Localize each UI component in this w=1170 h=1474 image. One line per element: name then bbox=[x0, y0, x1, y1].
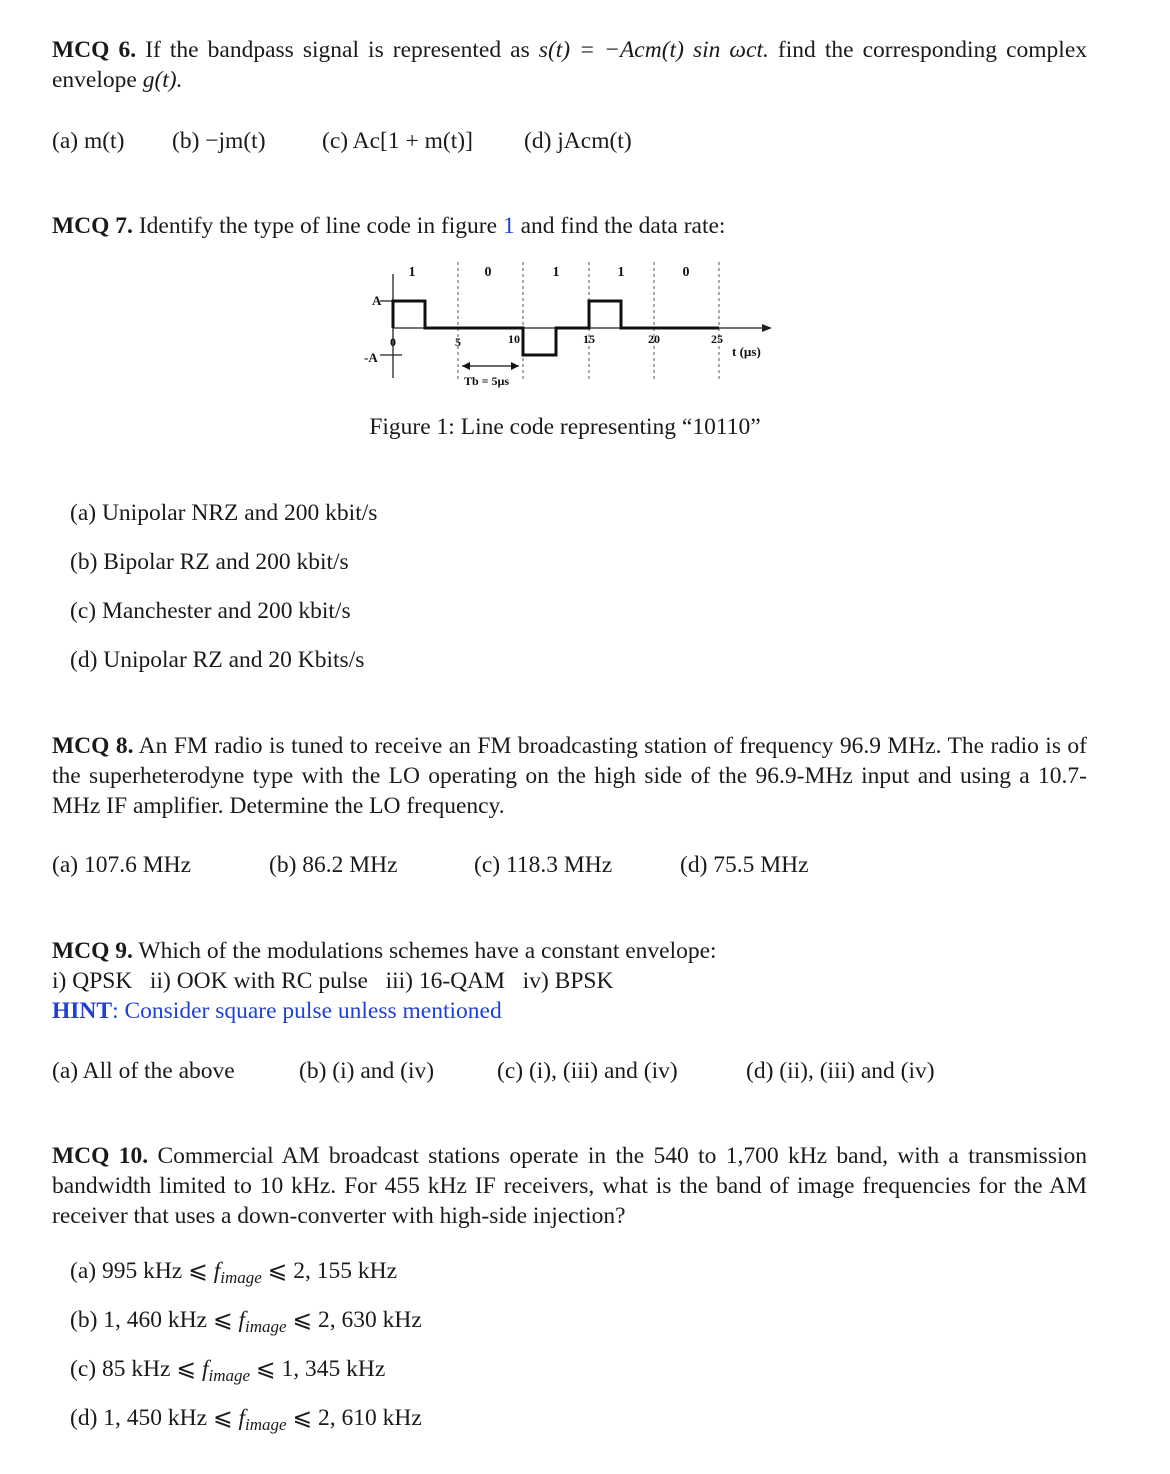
option-upper-bound: 1, 345 kHz bbox=[281, 1356, 386, 1382]
bit-label: 1 bbox=[552, 265, 560, 280]
leq-symbol: ⩽ bbox=[292, 1307, 313, 1333]
bit-label: 0 bbox=[682, 265, 690, 280]
option-lower-bound: (d) 1, 450 kHz bbox=[70, 1405, 208, 1431]
time-axis-label: t (µs) bbox=[732, 344, 761, 359]
amplitude-negative-label: -A bbox=[364, 350, 378, 365]
amplitude-positive-label: A bbox=[372, 293, 382, 308]
hint-text: : Consider square pulse unless mentioned bbox=[112, 998, 502, 1024]
q9-option-a[interactable]: (a) All of the above bbox=[52, 1058, 235, 1084]
time-tick-label: 15 bbox=[583, 332, 595, 346]
bit-label: 1 bbox=[617, 265, 625, 280]
question-10-text: Commercial AM broadcast stations operate in the 540 to 1,700 kHz band, with a transmission bandwidth limited to 10 kHz. For 455 kHz IF receivers, what is the band of image frequencies for the AM receiver that uses a down-converter with high-side injection? bbox=[52, 1143, 1087, 1229]
q6-option-b[interactable]: (b) −jm(t) bbox=[172, 128, 266, 154]
q6-option-c[interactable]: (c) Ac[1 + m(t)] bbox=[322, 128, 473, 154]
q9-option-d[interactable]: (d) (ii), (iii) and (iv) bbox=[746, 1058, 935, 1084]
q6-option-a[interactable]: (a) m(t) bbox=[52, 128, 125, 154]
leq-symbol: ⩽ bbox=[292, 1405, 313, 1431]
question-8-options bbox=[52, 850, 852, 880]
leq-symbol: ⩽ bbox=[212, 1307, 233, 1333]
question-10 bbox=[52, 1141, 1087, 1231]
q9-option-b[interactable]: (b) (i) and (iv) bbox=[299, 1058, 435, 1084]
q8-option-c[interactable]: (c) 118.3 MHz bbox=[474, 852, 613, 878]
question-9-number: MCQ 9. bbox=[52, 938, 133, 964]
figure-reference-link[interactable]: 1 bbox=[502, 213, 515, 239]
q7-option-c[interactable]: (c) Manchester and 200 kbit/s bbox=[70, 598, 351, 624]
bit-label: 0 bbox=[484, 265, 492, 280]
option-upper-bound: 2, 610 kHz bbox=[318, 1405, 422, 1431]
q10-option-b[interactable] bbox=[70, 1305, 422, 1337]
option-upper-bound: 2, 155 kHz bbox=[293, 1258, 397, 1284]
q7-option-b[interactable]: (b) Bipolar RZ and 200 kbit/s bbox=[70, 549, 349, 575]
question-10-options bbox=[70, 1256, 670, 1441]
bit-period-label: Tb = 5µs bbox=[464, 374, 510, 388]
f-symbol: f bbox=[201, 1356, 209, 1382]
question-8-number: MCQ 8. bbox=[52, 733, 134, 759]
question-9 bbox=[52, 936, 1087, 1026]
question-9-options bbox=[52, 1056, 1052, 1086]
option-lower-bound: (b) 1, 460 kHz bbox=[70, 1307, 208, 1333]
q10-option-d[interactable] bbox=[70, 1403, 422, 1435]
q7-option-d[interactable]: (d) Unipolar RZ and 20 Kbits/s bbox=[70, 647, 365, 673]
time-tick-label: 25 bbox=[711, 332, 723, 346]
time-axis-arrow-icon bbox=[762, 324, 772, 332]
bit-period-arrow-right-icon bbox=[511, 362, 519, 370]
q10-option-a[interactable] bbox=[70, 1256, 397, 1288]
question-6-formula: s(t) = −Acm(t) sin ωct. bbox=[538, 37, 769, 63]
q7-option-a[interactable]: (a) Unipolar NRZ and 200 kbit/s bbox=[70, 500, 378, 526]
q8-option-d[interactable]: (d) 75.5 MHz bbox=[680, 852, 809, 878]
q6-option-d[interactable]: (d) jAcm(t) bbox=[524, 128, 632, 154]
option-upper-bound: 2, 630 kHz bbox=[318, 1307, 422, 1333]
q8-option-a[interactable]: (a) 107.6 MHz bbox=[52, 852, 192, 878]
question-8-text: An FM radio is tuned to receive an FM broadcasting station of frequency 96.9 MHz. The radio is of the superheterodyne type with the LO operating on the high side of the 96.9-MHz input and using a 10.7-MHz IF amplifier. Determine the LO frequency. bbox=[52, 733, 1087, 819]
f-subscript: image bbox=[208, 1366, 251, 1385]
bit-label: 1 bbox=[408, 265, 416, 280]
f-subscript: image bbox=[245, 1415, 287, 1434]
question-9-hint bbox=[52, 996, 1087, 1026]
bit-period-arrow-left-icon bbox=[462, 362, 470, 370]
question-7-number: MCQ 7. bbox=[52, 213, 133, 239]
f-subscript: image bbox=[245, 1317, 287, 1336]
f-symbol: f bbox=[213, 1258, 221, 1284]
question-10-number: MCQ 10. bbox=[52, 1143, 149, 1169]
time-tick-label: 0 bbox=[390, 335, 396, 349]
question-7-options bbox=[70, 498, 570, 678]
hint-label: HINT bbox=[52, 998, 113, 1024]
leq-symbol: ⩽ bbox=[267, 1258, 288, 1284]
f-subscript: image bbox=[220, 1268, 262, 1287]
question-9-list: i) QPSK ii) OOK with RC pulse iii) 16-QAM iv) BPSK bbox=[52, 968, 614, 994]
leq-symbol: ⩽ bbox=[176, 1356, 197, 1382]
option-lower-bound: (c) 85 kHz bbox=[70, 1356, 171, 1382]
question-7-text-a: Identify the type of line code in figure bbox=[138, 213, 498, 239]
question-9-text: Which of the modulations schemes have a constant envelope: bbox=[138, 938, 717, 964]
q8-option-b[interactable]: (b) 86.2 MHz bbox=[269, 852, 398, 878]
f-symbol: f bbox=[238, 1405, 246, 1431]
question-8 bbox=[52, 731, 1087, 821]
line-code-figure bbox=[0, 0, 1170, 400]
q10-option-c[interactable] bbox=[70, 1354, 385, 1386]
q9-option-c[interactable]: (c) (i), (iii) and (iv) bbox=[497, 1058, 678, 1084]
leq-symbol: ⩽ bbox=[212, 1405, 233, 1431]
time-tick-label: 20 bbox=[648, 332, 660, 346]
time-tick-label: 5 bbox=[455, 335, 461, 349]
waveform bbox=[393, 301, 719, 355]
option-lower-bound: (a) 995 kHz bbox=[70, 1258, 183, 1284]
time-tick-label: 10 bbox=[508, 332, 520, 346]
leq-symbol: ⩽ bbox=[188, 1258, 208, 1284]
question-6-envelope: g(t). bbox=[142, 67, 183, 93]
figure-caption: Figure 1: Line code representing “10110” bbox=[369, 414, 761, 440]
leq-symbol: ⩽ bbox=[255, 1356, 276, 1382]
question-6-text-a: If the bandpass signal is represented as bbox=[145, 37, 530, 63]
question-6-text-b: find the corresponding complex envelope bbox=[52, 37, 1088, 93]
f-symbol: f bbox=[238, 1307, 246, 1333]
question-6-number: MCQ 6. bbox=[52, 37, 137, 63]
question-7-text-b: and find the data rate: bbox=[520, 213, 726, 239]
